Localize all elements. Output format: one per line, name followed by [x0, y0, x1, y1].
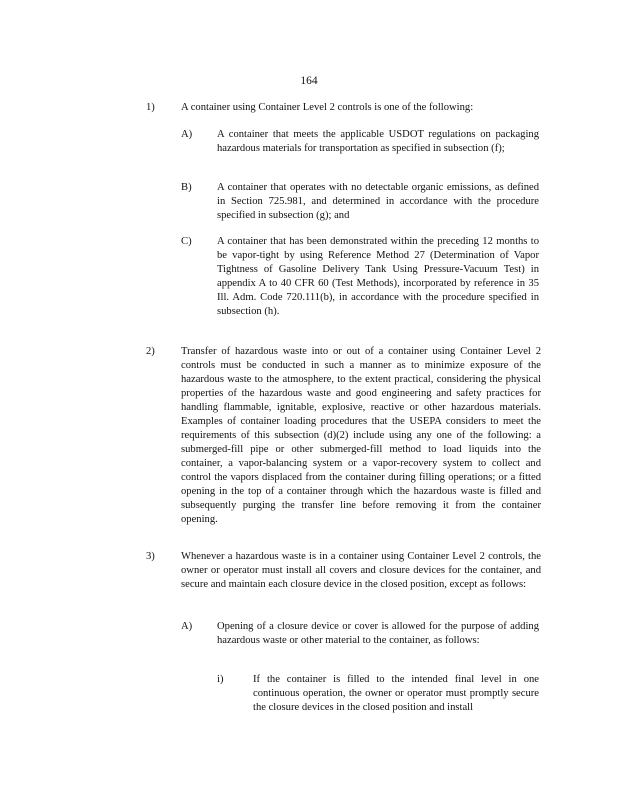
paragraph-1a-number: A) — [181, 129, 193, 140]
paragraph-1b-text: A container that operates with no detectable organic emissions, as defined in Section 725.981, and determined in accordance with the procedure specified in subsection (g); and — [217, 182, 539, 221]
paragraph-1-text: A container using Container Level 2 controls is one of the following: — [181, 102, 474, 113]
paragraph-3ai-number: i) — [217, 674, 224, 685]
paragraph-2 — [0, 345, 618, 545]
paragraph-1b-number: B) — [181, 182, 192, 193]
paragraph-2-number: 2) — [146, 346, 155, 357]
paragraph-3a-number: A) — [181, 621, 193, 632]
paragraph-3a-text: Opening of a closure device or cover is allowed for the purpose of adding hazardous waste or other material to the container, as follows: — [217, 621, 539, 646]
paragraph-1b — [0, 181, 618, 225]
paragraph-1c-number: C) — [181, 236, 192, 247]
paragraph-3a — [0, 620, 618, 664]
paragraph-1 — [0, 101, 618, 117]
paragraph-3ai — [0, 673, 618, 717]
paragraph-2-text: Transfer of hazardous waste into or out of a container using Container Level 2 controls must be conducted in such a manner as to minimize exposure of the hazardous waste to the atmosphere, to the extent practical, considering the physical properties of the hazardous waste and good engineering and safety practices for handling flammable, ignitable, explosive, reactive or other hazardous materials. Examples of container loading procedures that the USEPA considers to meet the requirements of this subsection (d)(2) include using any one of the following: a submerged-fill pipe or other submerged-fill method to load liquids into the container, a vapor-balancing system or a vapor-recovery system to collect and control the vapors displaced from the container during filling operations; or a fitted opening in the top of a container through which the hazardous waste is filled and subsequently purging the transfer line before removing it from the container opening. — [181, 346, 541, 525]
paragraph-1a-text: A container that meets the applicable USDOT regulations on packaging hazardous materials for transportation as specified in subsection (f); — [217, 129, 539, 154]
paragraph-1c — [0, 235, 618, 335]
paragraph-3ai-text: If the container is filled to the intended final level in one continuous operation, the owner or operator must promptly secure the closure devices in the closed position and install — [253, 674, 539, 713]
paragraph-1c-text: A container that has been demonstrated within the preceding 12 months to be vapor-tight by using Reference Method 27 (Determination of Vapor Tightness of Gasoline Delivery Tank Using Pressure-Vacuum Test) in appendix A to 40 CFR 60 (Test Methods), incorporated by reference in 35 Ill. Adm. Code 720.111(b), in accordance with the procedure specified in subsection (h). — [217, 236, 539, 317]
paragraph-1-number: 1) — [146, 102, 155, 113]
page-number: 164 — [300, 75, 318, 87]
paragraph-3 — [0, 550, 618, 610]
paragraph-1a — [0, 128, 618, 172]
paragraph-3-number: 3) — [146, 551, 155, 562]
paragraph-3-text: Whenever a hazardous waste is in a container using Container Level 2 controls, the owner or operator must install all covers and closure devices for the container, and secure and maintain each closure device in the closed position, except as follows: — [181, 551, 541, 590]
